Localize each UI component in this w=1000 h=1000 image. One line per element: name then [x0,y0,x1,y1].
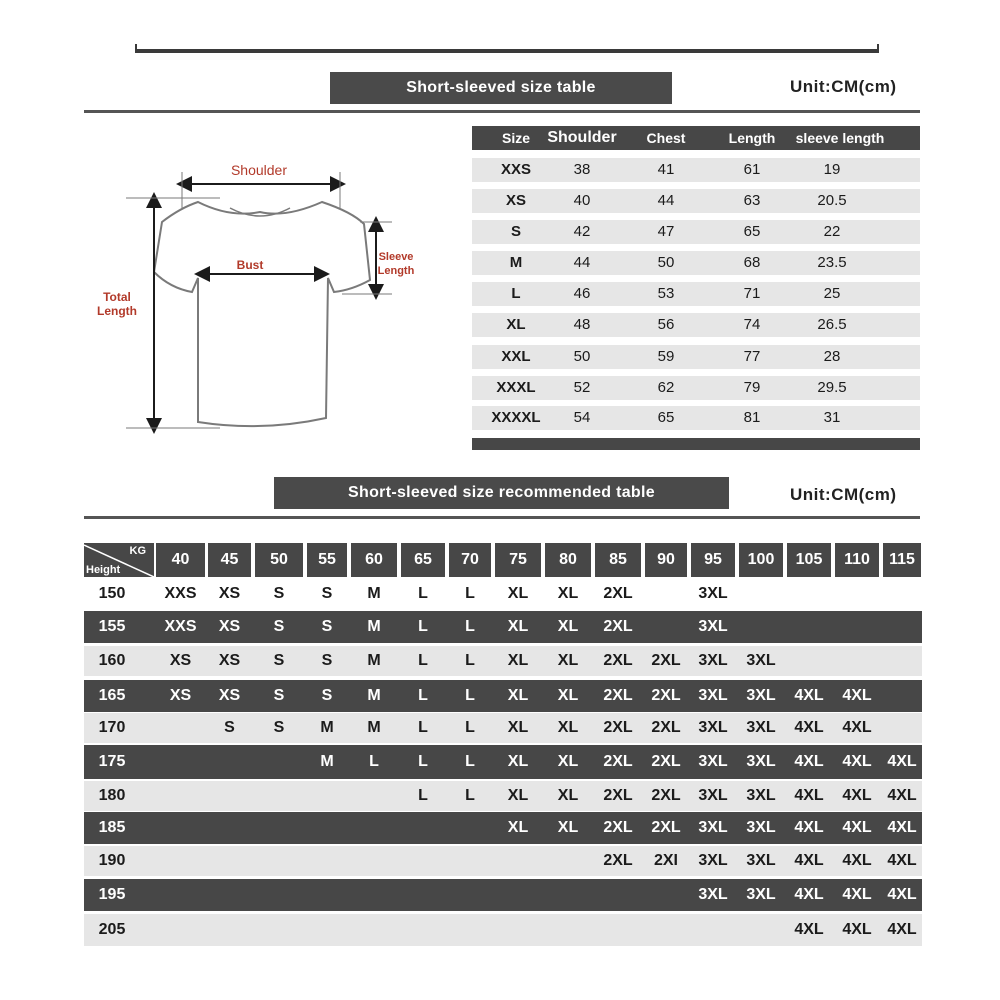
recommended-size-cell: S [321,618,333,635]
corner-kg-label: KG [129,545,146,557]
recommend-table-row [84,879,922,911]
recommend-table-row [84,745,922,779]
measure-cell: 26.5 [817,316,847,333]
recommended-size-cell: 2XL [603,753,633,770]
recommended-size-cell: 4XL [794,921,824,938]
recommend-table-title: Short-sleeved size recommended table [274,477,729,509]
height-cell: 170 [98,719,126,736]
height-cell: 185 [98,819,126,836]
measure-cell: 25 [823,285,841,302]
recommended-size-cell: L [418,719,428,736]
size-table-rule [84,110,920,113]
recommended-size-cell: 4XL [794,787,824,804]
size-table-unit: Unit:CM(cm) [790,77,897,96]
size-table-row [472,376,920,400]
kg-header-cell: 80 [545,543,591,577]
kg-header-cell: 55 [307,543,347,577]
kg-header-cell: 110 [835,543,879,577]
size-table-row [472,251,920,275]
recommended-size-cell: XL [507,719,529,736]
recommended-size-cell: XS [218,618,241,635]
height-cell: 195 [98,886,126,903]
size-cell: L [511,285,521,302]
recommended-size-cell: 2XL [651,753,681,770]
recommended-size-cell: L [465,687,475,704]
size-table-row [472,282,920,306]
kg-header-cell: 40 [156,543,205,577]
recommended-size-cell: XL [557,687,579,704]
kg-header-cell: 105 [787,543,831,577]
recommended-size-cell: S [321,585,333,602]
size-table-row [472,220,920,244]
recommended-size-cell: 4XL [794,886,824,903]
recommended-size-cell: 3XL [698,886,728,903]
height-cell: 155 [98,618,126,635]
recommended-size-cell: 3XL [698,787,728,804]
recommended-size-cell: XS [169,687,192,704]
recommended-size-cell: 2XL [651,687,681,704]
height-cell: 175 [98,753,126,770]
recommended-size-cell: XL [557,787,579,804]
measure-cell: 54 [573,409,591,426]
recommended-size-cell: 4XL [794,819,824,836]
recommended-size-cell: M [367,585,381,602]
measure-cell: 53 [657,285,675,302]
recommended-size-cell: M [320,753,334,770]
measure-cell: 63 [743,192,761,209]
recommended-size-cell: 3XL [746,886,776,903]
size-table-row [472,406,920,430]
measure-cell: 81 [743,409,761,426]
measure-cell: 46 [573,285,591,302]
recommended-size-cell: 3XL [746,787,776,804]
recommended-size-cell: 3XL [746,753,776,770]
recommended-size-cell: L [465,585,475,602]
measure-cell: 68 [743,254,761,271]
recommended-size-cell: M [367,719,381,736]
height-cell: 150 [98,585,126,602]
recommended-size-cell: L [418,787,428,804]
recommended-size-cell: 4XL [842,819,872,836]
recommended-size-cell: 4XL [842,886,872,903]
recommended-size-cell: XXS [164,618,197,635]
recommended-size-cell: 4XL [842,852,872,869]
recommended-size-cell: L [369,753,379,770]
recommend-table-unit: Unit:CM(cm) [790,485,897,504]
measure-cell: 48 [573,316,591,333]
recommended-size-cell: S [273,652,285,669]
size-table-row [472,313,920,337]
recommended-size-cell: XS [169,652,192,669]
measure-cell: 61 [743,161,761,178]
recommend-table-row [84,914,922,946]
recommended-size-cell: XXS [164,585,197,602]
recommended-size-cell: L [465,652,475,669]
recommended-size-cell: 3XL [698,819,728,836]
kg-header-cell: 115 [883,543,921,577]
recommend-table-row [84,680,922,712]
measure-cell: 52 [573,379,591,396]
recommended-size-cell: 4XL [842,687,872,704]
measure-cell: 31 [823,409,841,426]
recommended-size-cell: 3XL [698,753,728,770]
kg-header-cell: 90 [645,543,687,577]
measure-cell: 47 [657,223,675,240]
size-table-footer-bar [472,438,920,450]
recommend-table-row [84,611,922,643]
measure-cell: 71 [743,285,761,302]
recommended-size-cell: 3XL [698,652,728,669]
recommended-size-cell: M [320,719,334,736]
recommend-table-row [84,713,922,743]
size-cell: XXXXL [491,409,541,426]
bust-label: Bust [236,258,264,272]
measure-cell: 20.5 [817,192,847,209]
measure-cell: 29.5 [817,379,847,396]
recommended-size-cell: XL [557,719,579,736]
recommended-size-cell: 4XL [794,687,824,704]
measure-cell: 65 [743,223,761,240]
size-table-row [472,158,920,182]
kg-header-cell: 70 [449,543,491,577]
recommended-size-cell: 3XL [746,652,776,669]
recommended-size-cell: M [367,687,381,704]
recommended-size-cell: 4XL [842,787,872,804]
recommend-table-row [84,646,922,676]
recommended-size-cell: 2XL [651,819,681,836]
measure-cell: 44 [573,254,591,271]
recommended-size-cell: 2XL [603,652,633,669]
tshirt-outline [154,202,370,426]
total-length-label: Total Length [97,290,137,318]
recommended-size-cell: XS [218,687,241,704]
size-cell: XXXL [496,379,536,396]
kg-header-cell: 60 [351,543,397,577]
recommended-size-cell: L [418,618,428,635]
recommended-size-cell: L [465,719,475,736]
recommended-size-cell: L [465,787,475,804]
measure-cell: 65 [657,409,675,426]
height-cell: 165 [98,687,126,704]
recommended-size-cell: S [321,652,333,669]
measure-cell: 74 [743,316,761,333]
recommended-size-cell: 4XL [887,852,917,869]
size-col-header: Size [501,130,530,146]
recommended-size-cell: 4XL [794,719,824,736]
size-cell: XL [506,316,526,333]
recommended-size-cell: 4XL [842,921,872,938]
recommended-size-cell: 3XL [746,819,776,836]
kg-header-cell: 75 [495,543,541,577]
recommended-size-cell: 3XL [698,719,728,736]
recommended-size-cell: 4XL [887,787,917,804]
recommended-size-cell: 3XL [698,585,728,602]
size-cell: M [509,254,523,271]
recommend-table-rule [84,516,920,519]
size-cell: XXS [500,161,531,178]
recommended-size-cell: 4XL [842,719,872,736]
recommended-size-cell: 4XL [887,819,917,836]
measure-cell: 50 [657,254,675,271]
length-col-header: Length [728,130,776,146]
corner-height-label: Height [86,564,121,576]
measure-cell: 41 [657,161,675,178]
recommended-size-cell: 4XL [794,753,824,770]
height-cell: 180 [98,787,126,804]
recommended-size-cell: XL [507,618,529,635]
shoulder-label: Shoulder [230,162,288,178]
measure-cell: 44 [657,192,675,209]
measure-cell: 19 [823,161,841,178]
recommend-table-corner [84,543,154,577]
measure-cell: 56 [657,316,675,333]
kg-header-cell: 65 [401,543,445,577]
top-divider [135,49,879,53]
measure-cell: 50 [573,348,591,365]
recommend-table-row [84,812,922,844]
recommend-table-row [84,781,922,811]
recommended-size-cell: XL [507,687,529,704]
recommended-size-cell: L [418,585,428,602]
recommended-size-cell: 2XL [603,787,633,804]
recommend-table-row [84,580,922,608]
shoulder-col-header: Shoulder [547,129,617,146]
kg-header-cell: 85 [595,543,641,577]
size-table-row [472,189,920,213]
recommended-size-cell: XS [218,652,241,669]
recommended-size-cell: 2XL [603,819,633,836]
size-cell: XS [505,192,526,209]
kg-header-cell: 45 [208,543,251,577]
chest-col-header: Chest [646,130,686,146]
recommended-size-cell: XL [507,652,529,669]
recommended-size-cell: L [418,753,428,770]
height-cell: 160 [98,652,126,669]
recommended-size-cell: 4XL [887,753,917,770]
recommended-size-cell: L [418,652,428,669]
measure-cell: 23.5 [817,254,847,271]
kg-header-cell: 100 [739,543,783,577]
recommended-size-cell: 4XL [887,886,917,903]
size-table-title: Short-sleeved size table [330,72,672,104]
recommended-size-cell: M [367,618,381,635]
recommended-size-cell: XL [557,753,579,770]
recommended-size-cell: S [224,719,235,736]
kg-header-cell: 95 [691,543,735,577]
measure-cell: 59 [657,348,675,365]
recommended-size-cell: XL [557,652,579,669]
recommended-size-cell: 3XL [698,852,728,869]
recommended-size-cell: 3XL [746,719,776,736]
measure-cell: 79 [743,379,761,396]
recommended-size-cell: S [273,618,285,635]
recommended-size-cell: XL [507,585,529,602]
recommended-size-cell: XL [507,753,529,770]
recommended-size-cell: 2XL [603,852,633,869]
recommended-size-cell: 2XL [603,719,633,736]
recommended-size-cell: 2XL [603,687,633,704]
size-cell: XXL [501,348,531,365]
recommended-size-cell: S [273,687,285,704]
size-table-row [472,345,920,369]
measure-cell: 62 [657,379,675,396]
recommend-table-row [84,846,922,876]
height-cell: 205 [98,921,126,938]
recommended-size-cell: XL [507,787,529,804]
recommended-size-cell: XS [218,585,241,602]
recommended-size-cell: L [465,618,475,635]
kg-header-cell: 50 [255,543,303,577]
recommended-size-cell: L [465,753,475,770]
recommended-size-cell: 2XL [651,787,681,804]
measure-cell: 28 [823,348,841,365]
sleeve-length-col-header: sleeve length [795,130,885,146]
recommended-size-cell: 2XL [603,585,633,602]
recommended-size-cell: S [273,719,285,736]
size-cell: S [510,223,521,240]
measure-cell: 22 [823,223,841,240]
recommended-size-cell: XL [557,819,579,836]
size-table-header [472,126,920,150]
recommended-size-cell: XL [557,585,579,602]
recommended-size-cell: 4XL [887,921,917,938]
recommended-size-cell: 3XL [746,687,776,704]
measure-cell: 38 [573,161,591,178]
recommended-size-cell: S [273,585,285,602]
height-cell: 190 [98,852,126,869]
recommended-size-cell: 2XL [651,719,681,736]
recommended-size-cell: 2XL [603,618,633,635]
measure-cell: 40 [573,192,591,209]
recommended-size-cell: XL [507,819,529,836]
recommended-size-cell: 2XI [653,852,678,869]
sleeve-length-label: Sleeve Length [377,251,415,277]
recommended-size-cell: 4XL [794,852,824,869]
recommended-size-cell: 3XL [746,852,776,869]
recommended-size-cell: M [367,652,381,669]
recommended-size-cell: S [321,687,333,704]
recommended-size-cell: 3XL [698,618,728,635]
measure-cell: 42 [573,223,591,240]
recommended-size-cell: XL [557,618,579,635]
recommended-size-cell: L [418,687,428,704]
recommended-size-cell: 2XL [651,652,681,669]
measure-cell: 77 [743,348,761,365]
recommended-size-cell: 4XL [842,753,872,770]
recommended-size-cell: 3XL [698,687,728,704]
